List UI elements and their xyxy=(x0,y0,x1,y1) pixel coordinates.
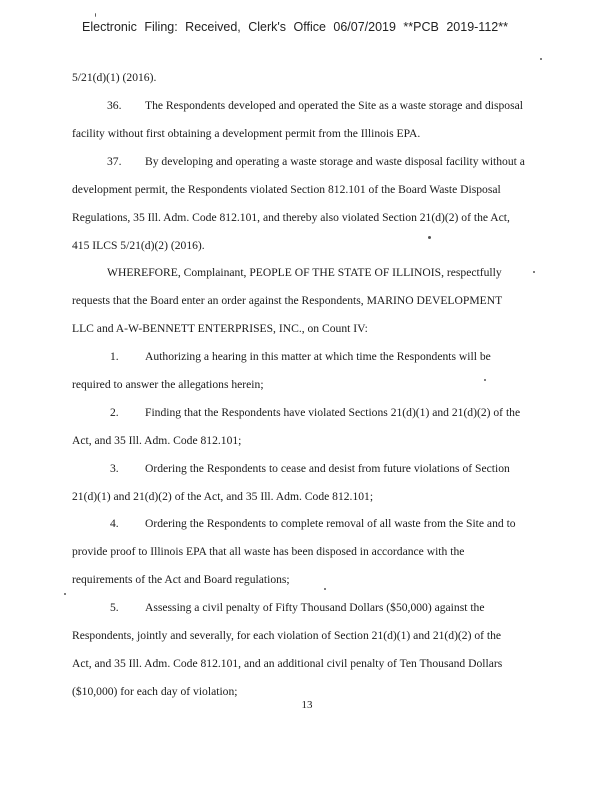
text-line: Assessing a civil penalty of Fifty Thousand Dollars ($50,000) against the xyxy=(145,601,485,614)
text-line: WHEREFORE, Complainant, PEOPLE OF THE STATE OF ILLINOIS, respectfully xyxy=(107,266,502,279)
text-line: 5/21(d)(1) (2016). xyxy=(72,71,157,84)
text-line: Respondents, jointly and severally, for each violation of Section 21(d)(1) and 21(d)(2) of the xyxy=(72,629,502,642)
text-line: facility without first obtaining a development permit from the Illinois EPA. xyxy=(72,127,421,140)
text-line: Finding that the Respondents have violated Sections 21(d)(1) and 21(d)(2) of the xyxy=(145,406,521,419)
scan-speck xyxy=(540,58,542,60)
text-line: Ordering the Respondents to cease and desist from future violations of Section xyxy=(145,462,510,475)
scan-speck xyxy=(484,379,486,381)
list-item-number: 1. xyxy=(110,350,119,363)
text-line: provide proof to Illinois EPA that all waste has been disposed in accordance with the xyxy=(72,545,465,558)
text-line: Regulations, 35 Ill. Adm. Code 812.101, and thereby also violated Section 21(d)(2) of the Act, xyxy=(72,211,510,224)
list-item-number: 2. xyxy=(110,406,119,419)
scan-speck xyxy=(533,271,535,273)
text-line: Ordering the Respondents to complete removal of all waste from the Site and to xyxy=(145,517,516,530)
text-line: The Respondents developed and operated the Site as a waste storage and disposal xyxy=(145,99,523,112)
scan-speck xyxy=(95,13,96,17)
text-line: Act, and 35 Ill. Adm. Code 812.101, and an additional civil penalty of Ten Thousand Dollars xyxy=(72,657,503,670)
text-line: requirements of the Act and Board regulations; xyxy=(72,573,290,586)
text-line: development permit, the Respondents violated Section 812.101 of the Board Waste Disposal xyxy=(72,183,501,196)
text-line: Authorizing a hearing in this matter at which time the Respondents will be xyxy=(145,350,491,363)
text-line: By developing and operating a waste storage and waste disposal facility without a xyxy=(145,155,525,168)
filing-stamp-header: Electronic Filing: Received, Clerk's Office 06/07/2019 **PCB 2019-112** xyxy=(82,20,508,34)
paragraph-number: 36. xyxy=(107,99,122,112)
scan-speck xyxy=(324,588,326,590)
text-line: ($10,000) for each day of violation; xyxy=(72,685,238,698)
text-line: requests that the Board enter an order against the Respondents, MARINO DEVELOPMENT xyxy=(72,294,503,307)
text-line: LLC and A-W-BENNETT ENTERPRISES, INC., on Count IV: xyxy=(72,322,368,335)
text-line: 415 ILCS 5/21(d)(2) (2016). xyxy=(72,239,205,252)
list-item-number: 5. xyxy=(110,601,119,614)
list-item-number: 4. xyxy=(110,517,119,530)
text-line: required to answer the allegations herein; xyxy=(72,378,264,391)
text-line: Act, and 35 Ill. Adm. Code 812.101; xyxy=(72,434,242,447)
text-line: 21(d)(1) and 21(d)(2) of the Act, and 35 Ill. Adm. Code 812.101; xyxy=(72,490,374,503)
scan-speck xyxy=(428,236,431,239)
scan-speck xyxy=(64,593,66,595)
page-number: 13 xyxy=(301,699,313,711)
list-item-number: 3. xyxy=(110,462,119,475)
paragraph-number: 37. xyxy=(107,155,122,168)
